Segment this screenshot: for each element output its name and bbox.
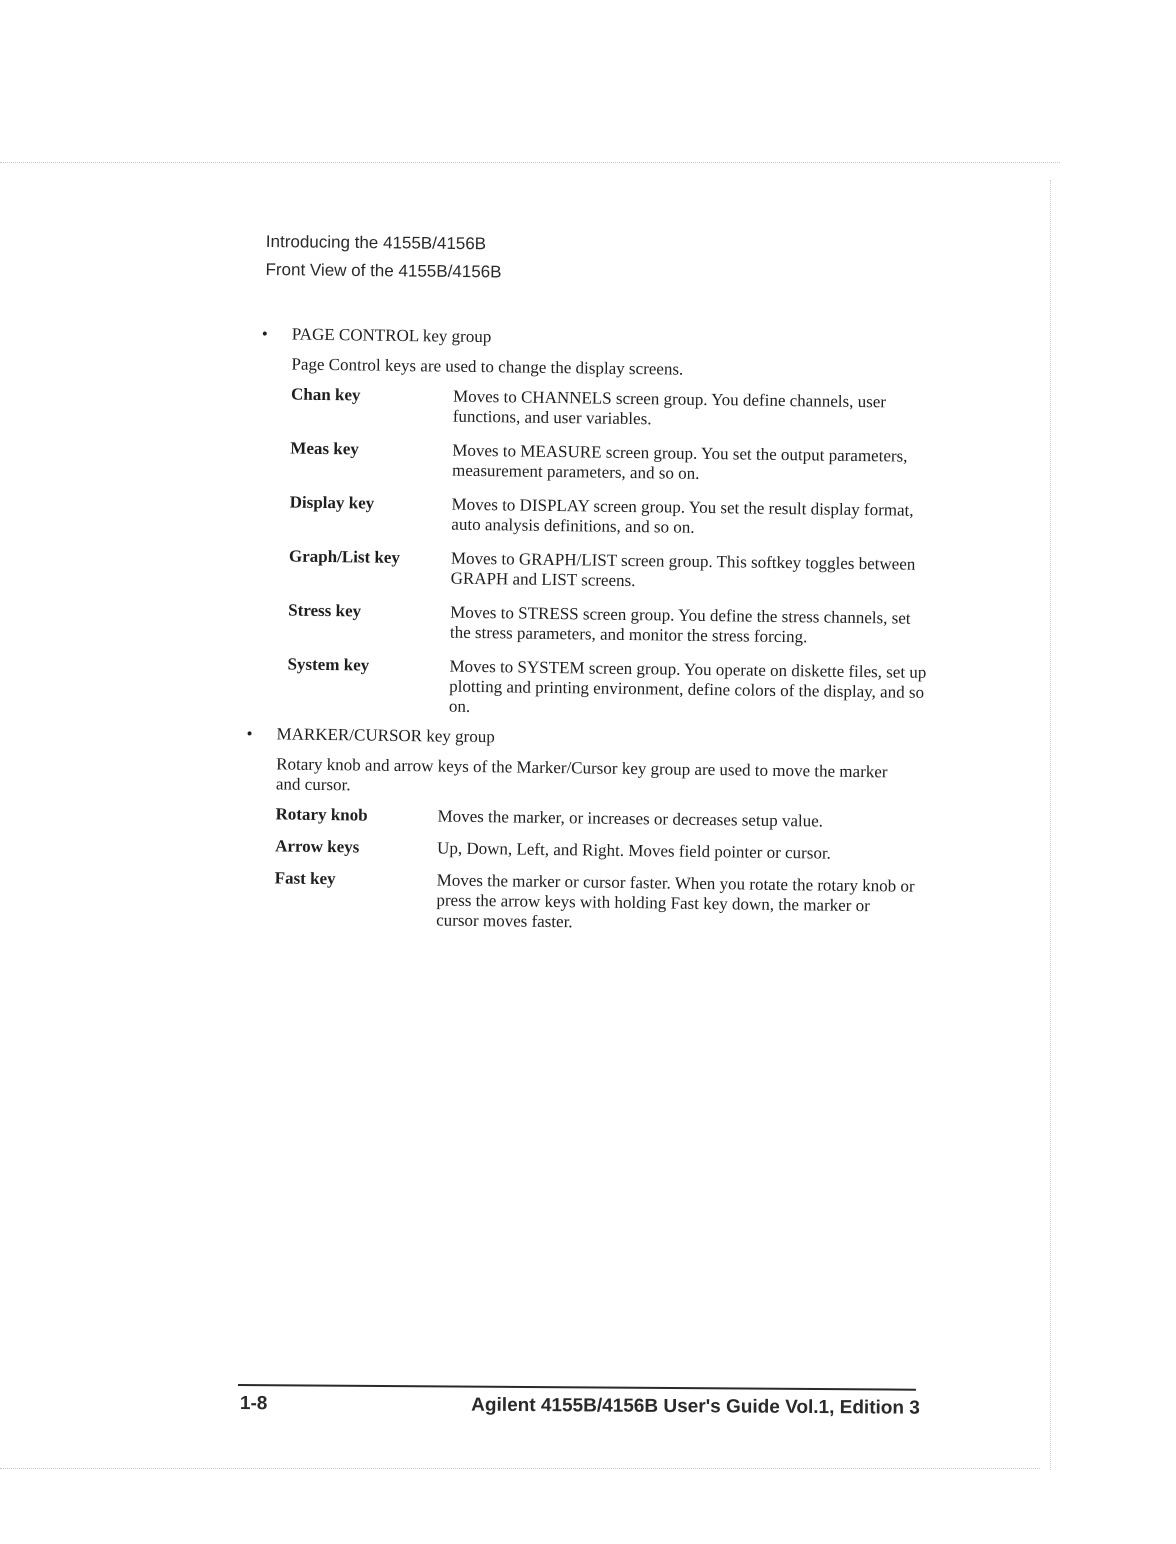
key-name: Meas key [290, 438, 359, 459]
key-name: Rotary knob [275, 804, 368, 825]
page-number: 1-8 [239, 1393, 268, 1415]
key-name: Stress key [288, 600, 362, 621]
group-heading [250, 322, 950, 355]
key-name: Display key [289, 492, 375, 513]
group-title: MARKER/CURSOR key group [276, 724, 495, 747]
key-name: Fast key [274, 868, 336, 889]
scan-edge-bottom [0, 1468, 1040, 1469]
key-row-rotary-knob [233, 804, 943, 833]
key-description: Up, Down, Left, and Right. Moves field pointer or cursor. [437, 838, 831, 863]
key-name: Chan key [290, 384, 361, 405]
key-description: Moves the marker or cursor faster. When you rotate the rotary knob or press the arrow keys with holding Fast key down, the marker or cursor moves faster. [436, 870, 915, 932]
key-row-meas [248, 438, 948, 487]
scan-edge-right [1050, 180, 1051, 1470]
key-group-page-control [245, 322, 950, 723]
group-title: PAGE CONTROL key group [291, 324, 492, 347]
group-intro: Page Control keys are used to change the display screens. [291, 354, 684, 379]
scan-edge-top [0, 162, 1060, 163]
guide-title: Agilent 4155B/4156B User's Guide Vol.1, Edition 3 [471, 1394, 920, 1419]
page-footer [239, 1393, 920, 1419]
key-row-fast-key [232, 868, 943, 937]
key-row-stress [246, 600, 946, 649]
bullet-icon: • [246, 723, 253, 744]
key-description: Moves to MEASURE screen group. You set the output parameters, measurement parameters, and so on. [451, 440, 908, 483]
key-name: Graph/List key [288, 546, 401, 567]
key-name: Arrow keys [275, 836, 360, 857]
group-intro: Rotary knob and arrow keys of the Marker/Cursor key group are used to move the marker and cursor. [275, 754, 888, 795]
key-row-graph-list [247, 546, 947, 595]
key-description: Moves the marker, or increases or decreases setup value. [437, 806, 824, 831]
running-header [265, 228, 502, 286]
key-row-arrow-keys [233, 836, 943, 865]
key-row-chan [249, 384, 949, 433]
group-heading [234, 722, 944, 755]
key-description: Moves to DISPLAY screen group. You set the result display format, auto analysis definitions, and so on. [451, 494, 914, 537]
key-description: Moves to GRAPH/LIST screen group. This softkey toggles between GRAPH and LIST screens. [450, 548, 916, 591]
key-name: System key [287, 654, 370, 675]
key-row-display [247, 492, 947, 541]
chapter-title: Introducing the 4155B/4156B [265, 231, 487, 254]
footer-rule [238, 1384, 916, 1391]
key-description: Moves to CHANNELS screen group. You define channels, user functions, and user variables. [452, 386, 887, 429]
key-description: Moves to SYSTEM screen group. You operate on diskette files, set up plotting and printing environment, define colors of the display, and so on. [448, 656, 927, 716]
key-description: Moves to STRESS screen group. You define the stress channels, set the stress parameters, and monitor the stress forcing. [449, 602, 911, 647]
key-group-marker-cursor [232, 722, 945, 937]
section-title: Front View of the 4155B/4156B [265, 259, 502, 282]
page-body [242, 322, 950, 949]
bullet-icon: • [261, 324, 268, 344]
key-row-system [245, 654, 946, 723]
